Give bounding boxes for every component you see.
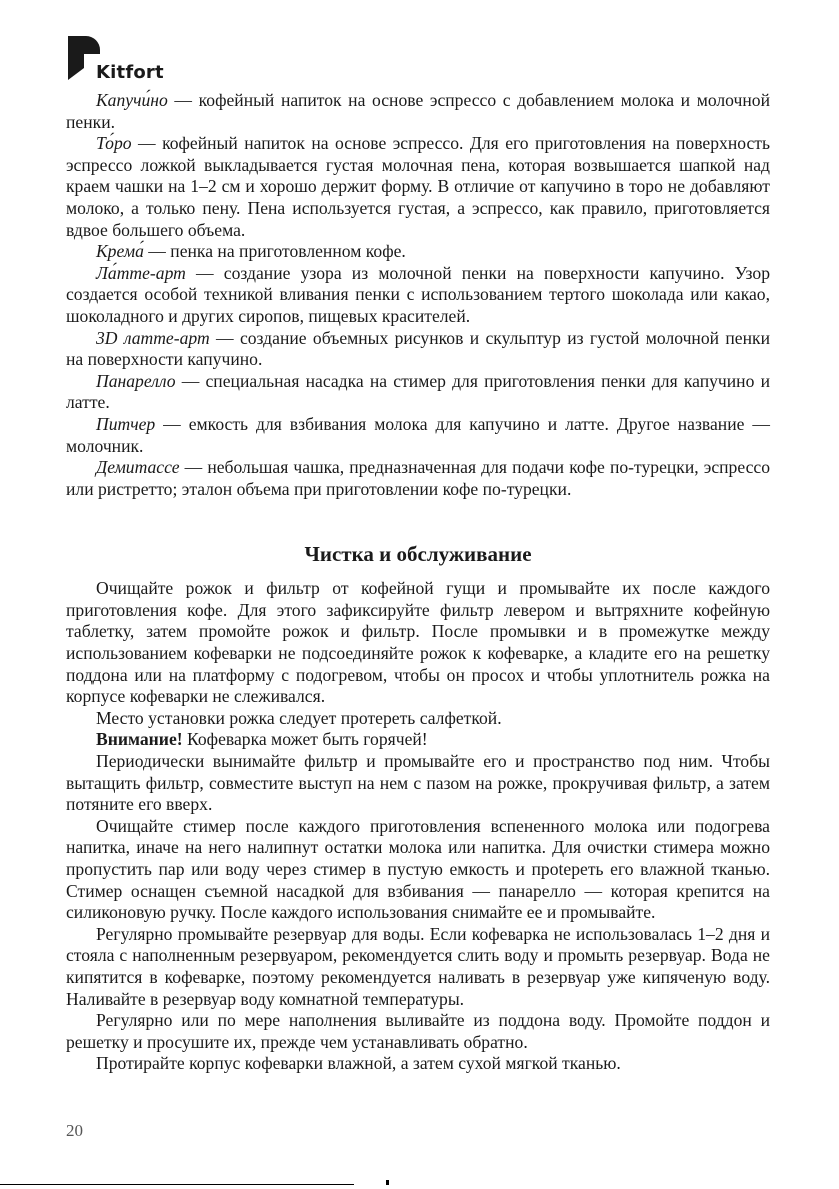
glossary-term: Ла́тте-арт <box>96 262 186 283</box>
glossary-definition: — кофейный напиток на основе эспрессо с добавлением молока и молочной пенки. <box>66 90 770 132</box>
glossary-term: 3D латте-арт <box>96 327 210 348</box>
glossary-entry <box>66 414 770 457</box>
glossary-term: Капучи́но <box>96 90 168 110</box>
glossary-entry <box>66 241 770 263</box>
footer-mark <box>386 1180 389 1185</box>
glossary-definition: — емкость для взбивания молока для капучино и латте. Другое название — молочник. <box>66 413 770 456</box>
glossary-definition: — специальная насадка на стимер для приготовления пенки для капучино и латте. <box>66 370 770 413</box>
paragraph: Протирайте корпус кофеварки влажной, а затем сухой мягкой тканью. <box>96 1053 621 1074</box>
footer-rule <box>0 1184 354 1185</box>
glossary-term: Питчер <box>96 413 156 434</box>
paragraph: Регулярно или по мере наполнения выливайте из поддона воду. Промойте поддон и решетку и просушите их, прежде чем устанавливать обратно. <box>66 1010 770 1052</box>
glossary-definition: — небольшая чашка, предназначенная для подачи кофе по-турецки, эспрессо или ристретто; эталон объема при приготовлении кофе по-турецки. <box>66 457 770 499</box>
glossary-entry <box>66 457 770 500</box>
glossary-definition: — создание объемных рисунков и скульптур из густой молочной пенки на поверхности капучино. <box>66 327 770 370</box>
glossary-term: Крема́ <box>96 241 144 262</box>
paragraph: Очищайте рожок и фильтр от кофейной гущи и промывайте их после каждого приготовления кофе. Для этого зафиксируйте фильтр левером и вытряхните кофейную таблетку, затем промойте рожок и фильтр. После промывки и в промежутке между использованием кофеварки не подсоединяйте рожок к кофеварке, а кладите его на решетку поддона или на платформу с подогревом, чтобы он просох и чтобы уплотнитель рожка на корпусе кофеварки не слеживался. <box>66 578 770 707</box>
paragraph: Очищайте стимер после каждого приготовления вспененного молока или подогрева напитка, иначе на него налипнут остатки молока или напитка. Для очистки стимера можно пропустить пар или воду через стимер в пустую емкость и прoteреть его влажной тканью. Стимер оснащен съемной насадкой для взбивания — панарелло — которая крепится на силиконовую ручку. После каждого использования снимайте ее и промывайте. <box>66 815 770 923</box>
glossary-definition: — пенка на приготовленном кофе. <box>143 241 406 262</box>
paragraph: Регулярно промывайте резервуар для воды. Если кофеварка не использовалась 1–2 дня и стояла с наполненным резервуаром, рекомендуется слить воду и промыть резервуар. Вода не кипятится в кофеварке, поэтому рекомендуется наливать в резервуар уже кипяченую воду. Наливайте в резервуар воду комнатной температуры. <box>66 923 770 1009</box>
glossary-term: Демитассе <box>96 457 180 478</box>
glossary-definition: — кофейный напиток на основе эспрессо. Для его приготовления на поверхность эспрессо ложкой выкладывается густая молочная пена, которая возвышается шапкой над краем чашки на 1–2 см и хорошо держит форму. В отличие от капучино в торо не добавляют молоко, а только пену. Пена используется густая, а эспрессо, как правило, приготовляется вдвое большего объема. <box>66 133 770 240</box>
glossary-term: Панарелло <box>96 370 176 391</box>
section-title: Чистка и обслуживание <box>304 542 532 567</box>
glossary-entry <box>66 133 770 241</box>
glossary-entry <box>66 371 770 414</box>
glossary-entry <box>66 328 770 371</box>
glossary-term: То́ро <box>96 133 132 154</box>
page-number: 20 <box>66 1121 83 1140</box>
brand-name: Kitfort <box>96 62 164 83</box>
page-content <box>66 90 770 1075</box>
glossary-definition: — создание узора из молочной пенки на поверхности капучино. Узор создается особой техникой вливания пенки с использованием тертого шоколада или какао, шоколадного и других сиропов, пищевых красителей. <box>66 262 770 326</box>
warning-text: Кофеварка может быть горячей! <box>182 729 428 750</box>
warning-paragraph <box>66 729 770 751</box>
paragraph: Периодически вынимайте фильтр и промывайте его и пространство под ним. Чтобы вытащить фильтр, совместите выступ на нем с пазом на рожке, прокручивая фильтр, а затем потяните его вверх. <box>66 751 770 815</box>
brand-logo <box>66 34 176 86</box>
paragraph: Место установки рожка следует протереть салфеткой. <box>96 707 502 728</box>
glossary-entry <box>66 263 770 328</box>
warning-label: Внимание! <box>96 729 183 750</box>
glossary-entry <box>66 90 770 133</box>
